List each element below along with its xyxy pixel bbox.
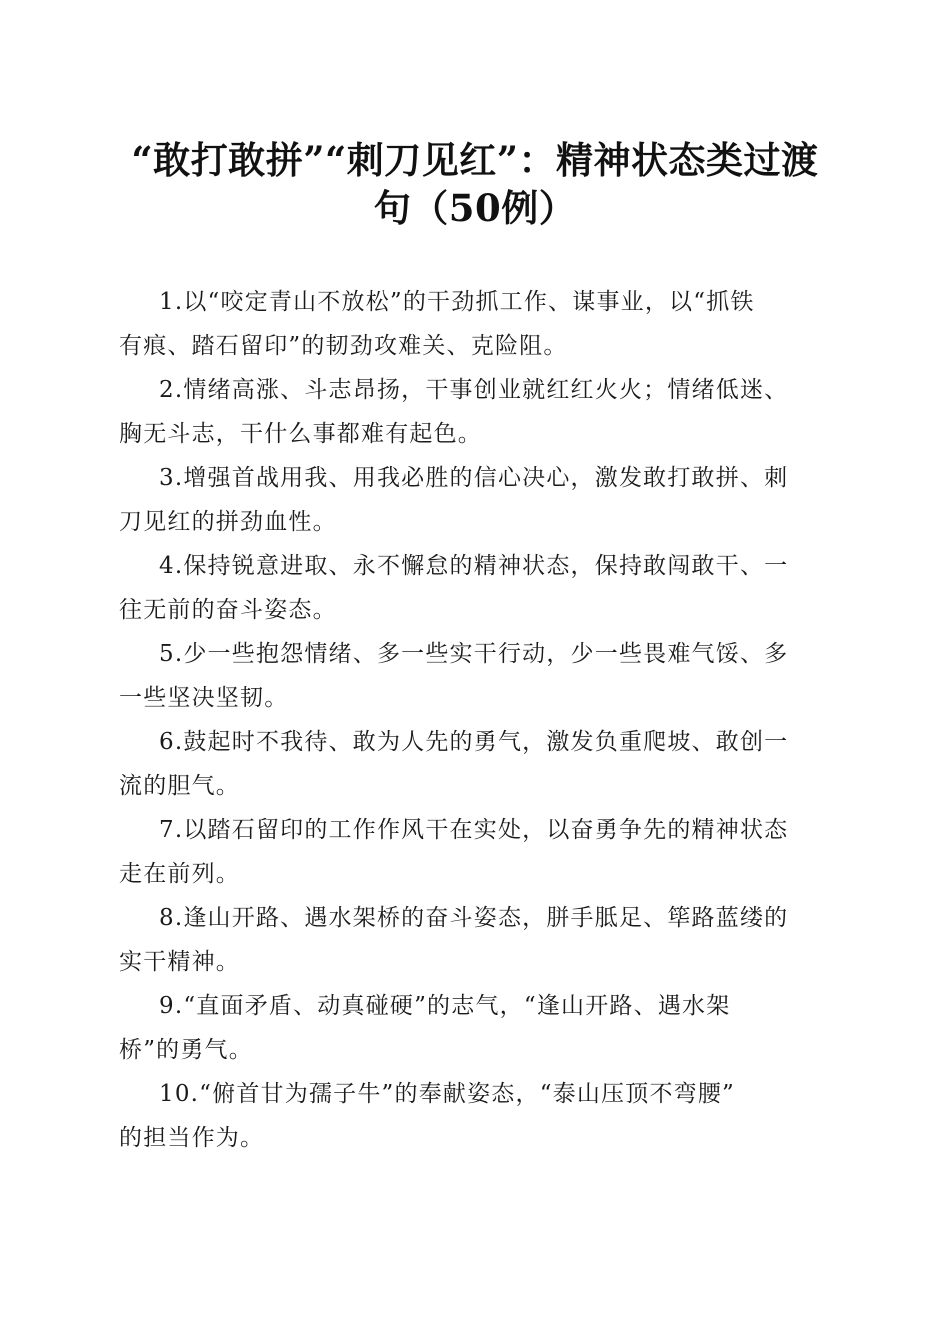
paragraph-line: 流的胆气。	[119, 773, 240, 799]
title-line-2: 句（50例）	[373, 186, 577, 230]
paragraph-line: 一些坚决坚韧。	[119, 685, 289, 711]
paragraph-line: 8.逢山开路、遇水架桥的奋斗姿态，胼手胝足、筚路蓝缕的	[159, 905, 789, 931]
paragraph-item-4	[119, 544, 825, 632]
paragraph-line: 5.少一些抱怨情绪、多一些实干行动，少一些畏难气馁、多	[159, 641, 789, 667]
paragraph-item-10	[119, 1072, 825, 1160]
paragraph-item-1	[119, 280, 825, 368]
paragraph-item-6	[119, 720, 825, 808]
paragraph-line: 9.“直面矛盾、动真碰硬”的志气，“逢山开路、遇水架	[159, 993, 731, 1019]
paragraph-line: 4.保持锐意进取、永不懈怠的精神状态，保持敢闯敢干、一	[159, 553, 789, 579]
paragraph-item-7	[119, 808, 825, 896]
paragraph-line: 刀见红的拼劲血性。	[119, 509, 337, 535]
paragraph-line: 7.以踏石留印的工作作风干在实处，以奋勇争先的精神状态	[159, 817, 789, 843]
paragraph-item-5	[119, 632, 825, 720]
paragraph-line: 6.鼓起时不我待、敢为人先的勇气，激发负重爬坡、敢创一	[159, 729, 789, 755]
paragraph-line: 实干精神。	[119, 949, 240, 975]
paragraph-line: 1.以“咬定青山不放松”的干劲抓工作、谋事业，以“抓铁	[159, 289, 755, 315]
paragraph-line: 10.“俯首甘为孺子牛”的奉献姿态，“泰山压顶不弯腰”	[159, 1081, 736, 1107]
paragraph-item-3	[119, 456, 825, 544]
paragraph-line: 走在前列。	[119, 861, 240, 887]
paragraph-line: 胸无斗志，干什么事都难有起色。	[119, 421, 482, 447]
paragraph-item-9	[119, 984, 825, 1072]
document-title	[110, 136, 840, 232]
document-body	[119, 280, 825, 1160]
paragraph-line: 2.情绪高涨、斗志昂扬，干事创业就红红火火；情绪低迷、	[159, 377, 789, 403]
paragraph-item-8	[119, 896, 825, 984]
title-line-1: “敢打敢拼”“刺刀见红”：精神状态类过渡	[131, 138, 819, 182]
paragraph-line: 的担当作为。	[119, 1125, 265, 1151]
paragraph-line: 往无前的奋斗姿态。	[119, 597, 337, 623]
paragraph-line: 有痕、踏石留印”的韧劲攻难关、克险阻。	[119, 333, 568, 359]
paragraph-item-2	[119, 368, 825, 456]
paragraph-line: 3.增强首战用我、用我必胜的信心决心，激发敢打敢拼、刺	[159, 465, 789, 491]
paragraph-line: 桥”的勇气。	[119, 1037, 253, 1063]
